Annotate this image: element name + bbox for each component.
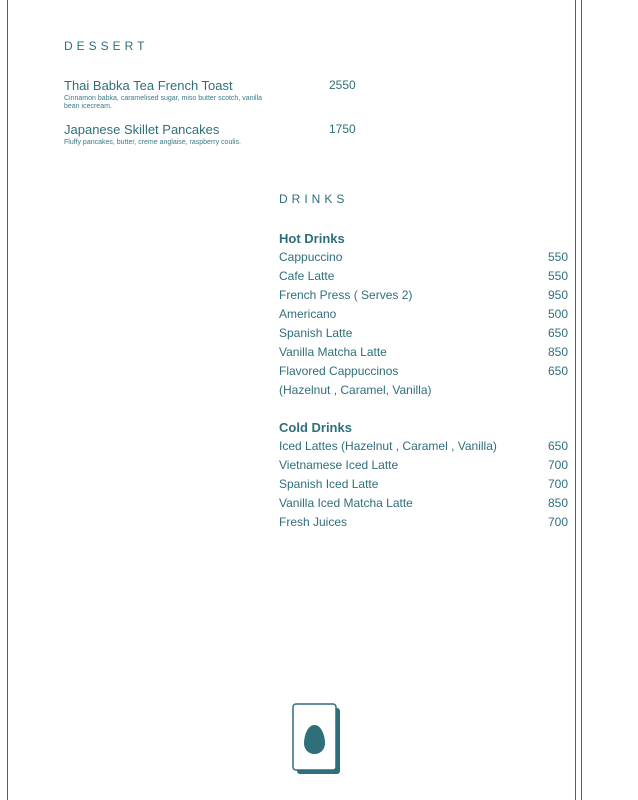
drinks-title: DRINKS xyxy=(279,192,349,206)
list-item xyxy=(279,362,568,381)
item-price: 500 xyxy=(547,307,568,321)
list-item xyxy=(279,494,568,513)
list-item xyxy=(279,286,568,305)
list-item xyxy=(279,324,568,343)
item-name: Vanilla Matcha Latte xyxy=(279,345,387,359)
left-border-rule xyxy=(7,0,8,800)
item-price: 650 xyxy=(547,326,568,340)
item-price: 950 xyxy=(547,288,568,302)
item-name: Spanish Latte xyxy=(279,326,353,340)
menu-item-skillet-pancakes xyxy=(64,122,364,147)
item-name: Vietnamese Iced Latte xyxy=(279,458,399,472)
dessert-title: DESSERT xyxy=(64,39,149,53)
list-item xyxy=(279,475,568,494)
item-price: 700 xyxy=(547,458,568,472)
item-price: 850 xyxy=(547,345,568,359)
right-border-rule-outer xyxy=(581,0,582,800)
item-description: Fluffy pancakes, butter, creme anglaise, raspberry coulis. xyxy=(64,139,241,146)
item-price: 550 xyxy=(547,269,568,283)
item-name: Iced Lattes (Hazelnut , Caramel , Vanilla) xyxy=(279,439,497,453)
item-price: 850 xyxy=(547,496,568,510)
drinks-list xyxy=(279,229,568,532)
right-border-rule-inner xyxy=(575,0,576,800)
item-note: (Hazelnut , Caramel, Vanilla) xyxy=(279,383,432,397)
list-item xyxy=(279,305,568,324)
egg-card-logo-icon xyxy=(292,703,342,776)
list-item xyxy=(279,267,568,286)
item-name: French Press ( Serves 2) xyxy=(279,288,413,302)
item-price: 700 xyxy=(547,477,568,491)
list-item xyxy=(279,248,568,267)
item-price: 1750 xyxy=(329,122,356,136)
list-item xyxy=(279,437,568,456)
menu-item-thai-babka xyxy=(64,78,364,111)
item-name: Spanish Iced Latte xyxy=(279,477,379,491)
list-item xyxy=(279,456,568,475)
item-price: 700 xyxy=(547,515,568,529)
list-item xyxy=(279,513,568,532)
item-price: 650 xyxy=(547,439,568,453)
item-name: Japanese Skillet Pancakes xyxy=(64,122,220,137)
list-item xyxy=(279,343,568,362)
item-price: 550 xyxy=(547,250,568,264)
item-price: 2550 xyxy=(329,78,356,92)
item-name: Vanilla Iced Matcha Latte xyxy=(279,496,413,510)
item-price: 650 xyxy=(547,364,568,378)
item-name: Fresh Juices xyxy=(279,515,348,529)
item-name: Americano xyxy=(279,307,337,321)
item-name: Flavored Cappuccinos xyxy=(279,364,399,378)
item-name: Thai Babka Tea French Toast xyxy=(64,78,233,93)
flavor-note xyxy=(279,381,568,400)
item-name: Cafe Latte xyxy=(279,269,335,283)
hot-drinks-title: Hot Drinks xyxy=(279,231,345,246)
item-description: Cinnamon babka, caramelised sugar, miso butter scotch, vanilla bean icecream. xyxy=(64,95,263,110)
item-name: Cappuccino xyxy=(279,250,343,264)
cold-drinks-title: Cold Drinks xyxy=(279,420,352,435)
